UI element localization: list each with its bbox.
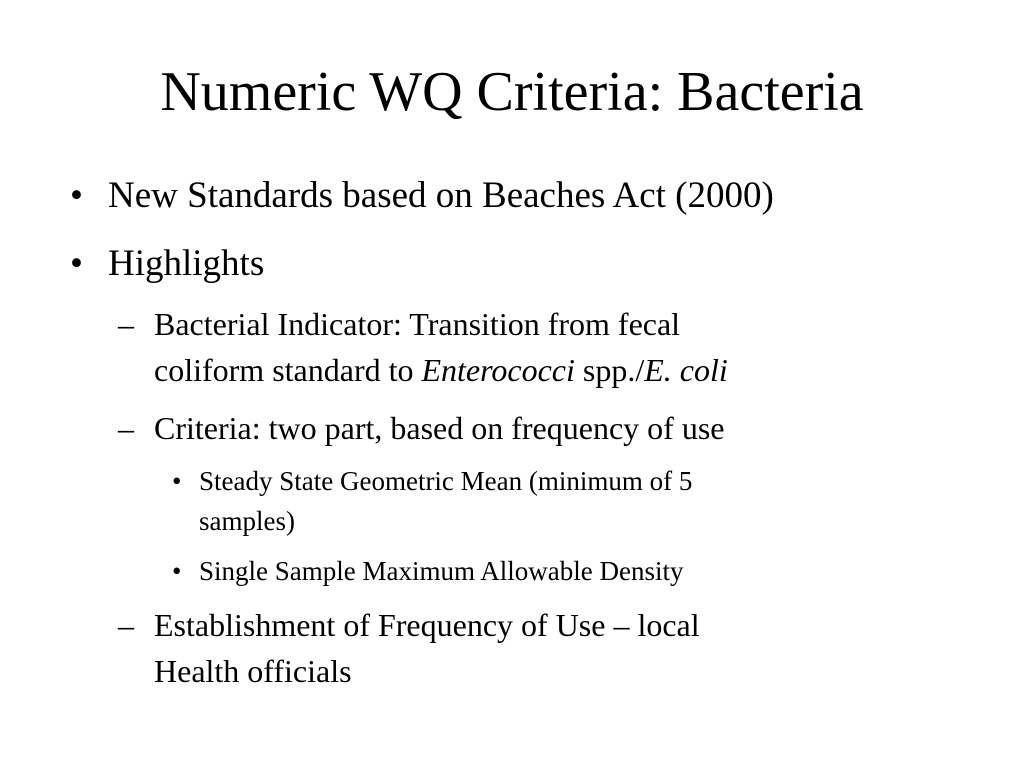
sub-bullet-line1: Bacterial Indicator: Transition from fecal [154, 306, 681, 342]
bullet-new-standards [70, 174, 970, 218]
sub-bullet-criteria [118, 406, 968, 450]
sub-bullet-bacterial-indicator [118, 302, 968, 346]
line2-mid: spp./ [574, 352, 645, 388]
line2-prefix: coliform standard to [154, 352, 422, 388]
bullet-marker: • [70, 175, 83, 216]
e-coli-italic: E. coli [644, 352, 728, 388]
slide-title: Numeric WQ Criteria: Bacteria [160, 61, 864, 123]
bullet-text: Highlights [108, 243, 265, 284]
dash-marker: – [118, 607, 134, 643]
sub-sub-bullet-line1: Steady State Geometric Mean (minimum of 5 [199, 466, 693, 496]
sub-sub-bullet-text: Single Sample Maximum Allowable Density [199, 556, 684, 586]
sub-sub-bullet-line2: samples) [199, 506, 295, 536]
sub-bullet-text: Criteria: two part, based on frequency of use [154, 410, 725, 446]
sub-sub-bullet-steady-state [172, 461, 972, 501]
sub-bullet-establishment [118, 603, 968, 647]
bullet-marker: • [172, 556, 182, 586]
sub-sub-bullet-steady-state-line2 [199, 501, 959, 541]
dash-marker: – [118, 306, 134, 342]
dash-marker: – [118, 410, 134, 446]
sub-bullet-line2: Health officials [154, 653, 352, 689]
sub-sub-bullet-single-sample [172, 551, 972, 591]
sub-bullet-bacterial-indicator-line2 [154, 348, 954, 392]
bullet-marker: • [70, 243, 83, 284]
enterococci-italic: Enterococci [421, 352, 575, 388]
sub-bullet-line1: Establishment of Frequency of Use – local [154, 607, 700, 643]
bullet-text: New Standards based on Beaches Act (2000) [108, 175, 774, 216]
sub-bullet-establishment-line2 [154, 649, 954, 693]
bullet-highlights [70, 242, 970, 286]
bullet-marker: • [172, 466, 182, 496]
